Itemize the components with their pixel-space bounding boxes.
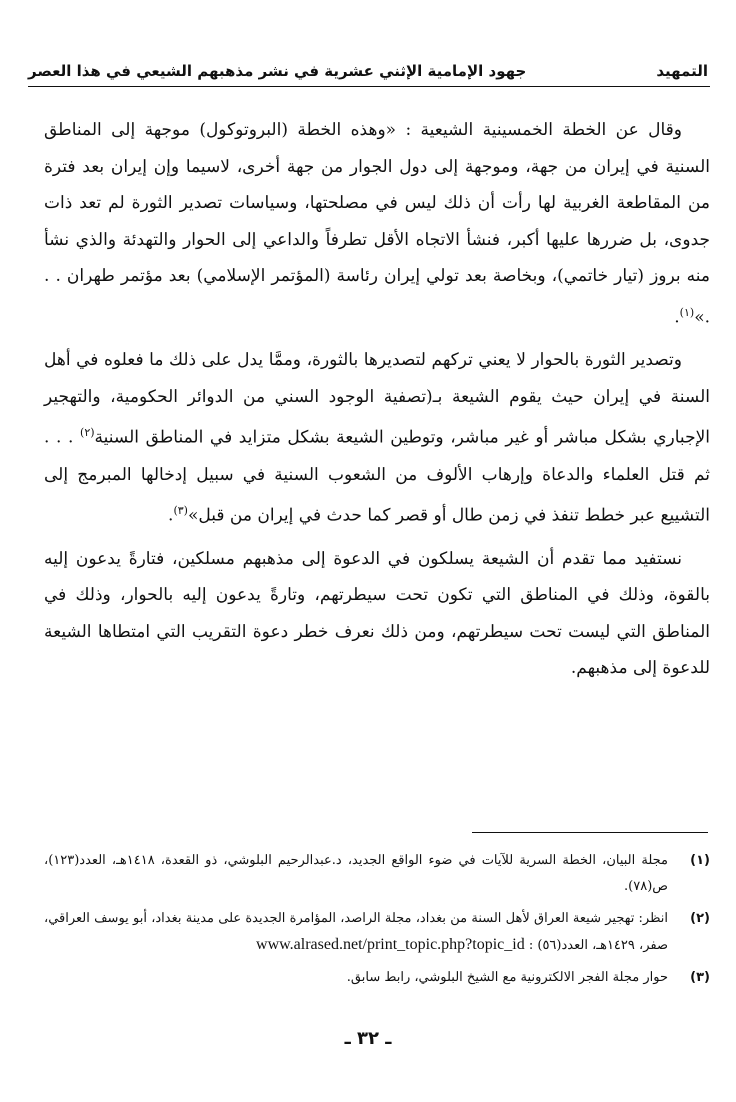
paragraph-3: [44, 541, 710, 687]
footnote-text-body: انظر: تهجير شيعة العراق لأهل السنة من بغداد، مجلة الراصد، المؤامرة الجديدة على مدينة بغداد، أبو يوسف العراقي، صفر، ١٤٢٩هـ، العدد(٥٦) :: [44, 911, 668, 953]
footnote-text: حوار مجلة الفجر الالكترونية مع الشيخ البلوشي، رابط سابق.: [346, 970, 668, 985]
paragraph-tail: . . . ثم قتل العلماء والدعاة وإرهاب الألوف من الشعوب السنية في سبيل إدخالها المبرمج إلى التشييع عبر خطط تنفذ في زمن طال أو قصر كما حدث في إيران من قبل»: [44, 428, 710, 526]
footnotes: [44, 848, 710, 997]
footnote-1: [44, 848, 710, 900]
paragraph-text: وتصدير الثورة بالحوار لا يعني تركهم لتصديرها بالثورة، وممَّا يدل على ذلك ما فعلوه في أهل السنة في إيران حيث يقوم الشيعة بـ(تصفية الوجود السني من الدوائر الحكومية، والتهجير الإجباري بشكل مباشر أو غير مباشر، وتوطين الشيعة بشكل متزايد في المناطق السنية: [44, 350, 710, 449]
footnote-3: [44, 965, 710, 991]
header-divider: [28, 86, 710, 87]
footnote-number: (٢): [690, 911, 710, 926]
footnote-number: (٣): [690, 970, 710, 985]
footnote-ref: (٣): [173, 504, 188, 518]
footnote-url: www.alrased.net/print_topic.php?topic_id: [256, 936, 525, 953]
book-title: جهود الإمامية الإثني عشرية في نشر مذهبهم الشيعي في هذا العصر: [28, 62, 527, 80]
paragraph-text: وقال عن الخطة الخمسينية الشيعية : «وهذه الخطة (البروتوكول) موجهة إلى المناطق السنية في إيران من جهة، وموجهة إلى دول الجوار من جهة أخرى، لاسيما وإن إيران بعد فترة من المقاطعة الغربية لها رأت أن ذلك ليس في مصلحتها، وسياسات تصدير الثورة لم تعد ذات جدوى، بل ضررها عليها أكبر، فنشأ الاتجاه الأقل تطرفاً والداعي إلى الحوار والتهدئة والذي نشأ منه بروز (تيار خاتمي)، وبخاصة بعد تولي إيران رئاسة (المؤتمر الإسلامي) بعد مؤتمر طهران . . .»: [44, 120, 710, 328]
paragraph-text: نستفيد مما تقدم أن الشيعة يسلكون في الدعوة إلى مذهبهم مسلكين، فتارةً يدعون إليه بالقوة، وذلك في المناطق التي تكون تحت سيطرتهم، وتارةً يدعون إليه بالحوار، وذلك في المناطق التي ليست تحت سيطرتهم، ومن ذلك نعرف خطر دعوة التقريب التي امتطاها الشيعة للدعوة إلى مذهبهم.: [44, 548, 710, 679]
footnote-text: [44, 906, 668, 959]
paragraph-tail: .: [168, 505, 174, 526]
footnote-number: (١): [690, 853, 710, 868]
page-number: ـ ٣٢ ـ: [344, 1028, 392, 1049]
chapter-title: التمهيد: [656, 62, 708, 80]
paragraph-1: [44, 112, 710, 336]
footnote-ref: (١): [679, 305, 695, 319]
footnote-2: [44, 906, 710, 959]
footnote-text: مجلة البيان، الخطة السرية للآيات في ضوء الواقع الجديد، د.عبدالرحيم البلوشي، ذو القعدة، ١٤١٨هـ، العدد(١٢٣)، ص(٧٨).: [44, 853, 668, 894]
paragraph-tail: .: [674, 307, 680, 328]
main-text: [44, 112, 710, 693]
paragraph-2: [44, 342, 710, 534]
footnote-divider: [472, 832, 708, 833]
footnote-ref: (٢): [80, 426, 95, 440]
